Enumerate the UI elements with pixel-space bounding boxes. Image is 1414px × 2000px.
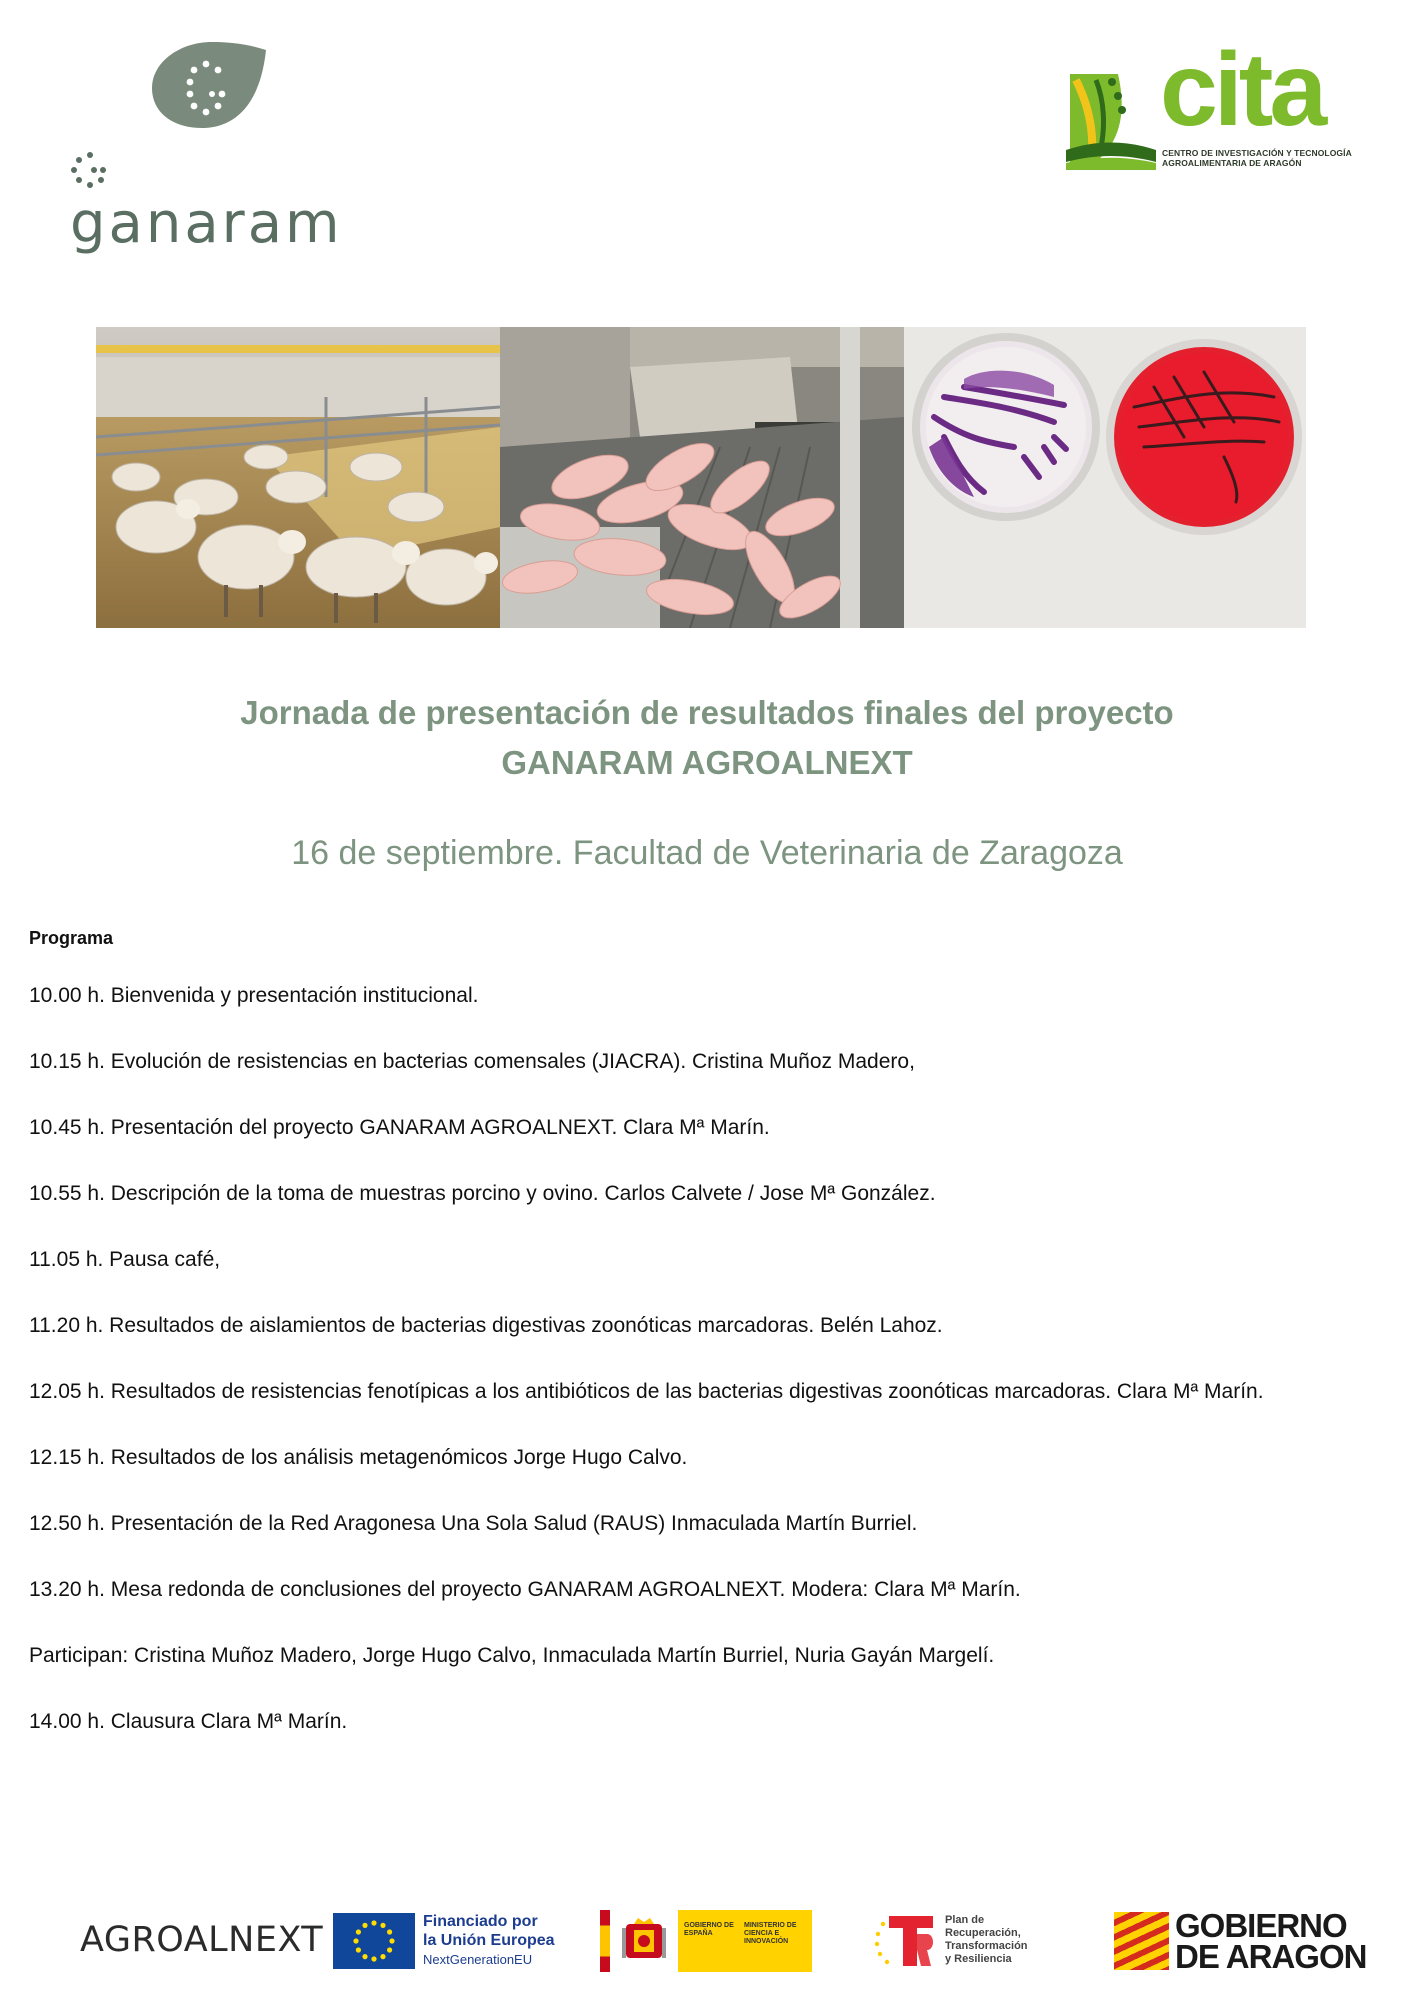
agenda-item: 10.45 h. Presentación del proyecto GANARAM AGROALNEXT. Clara Mª Marín. — [29, 1116, 770, 1139]
agenda-item: Participan: Cristina Muñoz Madero, Jorge Hugo Calvo, Inmaculada Martín Burriel, Nuria Gayán Margelí. — [29, 1644, 995, 1667]
agroalnext-logo: AGROALNEXT — [80, 1920, 324, 1960]
piglets-illustration — [500, 327, 904, 628]
spain-ministry-text — [678, 1910, 812, 1972]
prtr-line2: Recuperación, — [945, 1927, 1021, 1939]
eu-line2: la Unión Europea — [423, 1932, 555, 1949]
aragon-flag-icon — [1114, 1912, 1169, 1970]
eu-line1: Financiado por — [423, 1913, 538, 1930]
prtr-line3: Transformación — [945, 1940, 1028, 1952]
event-date-venue: 16 de septiembre. Facultad de Veterinaria de Zaragoza — [291, 834, 1123, 872]
petri-dishes-illustration — [904, 327, 1306, 628]
agenda-item: 10.00 h. Bienvenida y presentación institucional. — [29, 984, 479, 1007]
agenda-list — [29, 980, 1374, 1772]
spain-gov-text: GOBIERNO DE ESPAÑA — [684, 1922, 734, 1937]
spain-ministry-label: MINISTERIO DE CIENCIA E INNOVACIÓN — [744, 1922, 797, 1945]
ganaram-logo-text: ganaram — [70, 191, 343, 256]
eu-line3: NextGenerationEU — [423, 1952, 533, 1967]
recovery-plan-icon — [873, 1910, 937, 1970]
spain-ministry-logo — [600, 1910, 812, 1972]
event-title: Jornada de presentación de resultados finales del proyecto — [240, 694, 1174, 731]
recovery-plan-logo — [873, 1910, 1028, 1970]
aragon-text — [1175, 1907, 1367, 1975]
prtr-line4: y Resiliencia — [945, 1953, 1012, 1965]
agenda-item: 11.20 h. Resultados de aislamientos de bacterias digestivas zoonóticas marcadoras. Belén Lahoz. — [29, 1314, 943, 1337]
agenda-item: 10.55 h. Descripción de la toma de muestras porcino y ovino. Carlos Calvete / Jose Mª González. — [29, 1182, 936, 1205]
footer-logos — [0, 1900, 1414, 1990]
spain-coat-of-arms-icon — [610, 1910, 678, 1972]
prtr-line1: Plan de — [945, 1914, 985, 1926]
agenda-item: 10.15 h. Evolución de resistencias en bacterias comensales (JIACRA). Cristina Muñoz Madero, — [29, 1050, 915, 1073]
agenda-item: 12.50 h. Presentación de la Red Aragonesa Una Sola Salud (RAUS) Inmaculada Martín Burriel. — [29, 1512, 918, 1535]
cita-subtitle — [1162, 148, 1352, 168]
gobierno-aragon-logo — [1114, 1907, 1367, 1975]
cita-logo-text: cita — [1160, 32, 1324, 148]
sheep-pen-photo — [96, 327, 500, 628]
agenda-item: 11.05 h. Pausa café, — [29, 1248, 221, 1271]
cita-leaf-icon — [1066, 70, 1156, 170]
project-name: GANARAM AGROALNEXT — [501, 744, 913, 781]
eu-funding-logo — [333, 1912, 555, 1969]
eu-flag-icon — [333, 1913, 415, 1969]
title-block — [0, 688, 1414, 878]
cita-subtitle-line2: AGROALIMENTARIA DE ARAGÓN — [1162, 158, 1302, 168]
ganaram-wordmark — [70, 140, 370, 256]
spain-flag-icon — [600, 1910, 610, 1972]
ganaram-dots-icon — [70, 150, 110, 190]
cita-logo — [1066, 32, 1356, 180]
agenda-item: 13.20 h. Mesa redonda de conclusiones del proyecto GANARAM AGROALNEXT. Modera: Clara Mª Marín. — [29, 1578, 1021, 1601]
ganaram-leaf-icon — [150, 40, 268, 130]
agenda-item: 14.00 h. Clausura Clara Mª Marín. — [29, 1710, 348, 1733]
piglets-pen-photo — [500, 327, 904, 628]
ganaram-logo — [70, 40, 370, 256]
eu-funding-text — [423, 1912, 555, 1969]
banner-photos — [96, 327, 1306, 628]
petri-dishes-photo — [904, 327, 1306, 628]
program-heading: Programa — [29, 928, 114, 948]
aragon-line2: DE ARAGON — [1175, 1938, 1367, 1975]
cita-subtitle-line1: CENTRO DE INVESTIGACIÓN Y TECNOLOGÍA — [1162, 148, 1352, 158]
aragon-line1: GOBIERNO — [1175, 1907, 1347, 1944]
recovery-plan-text — [945, 1914, 1028, 1966]
sheep-pen-illustration — [96, 327, 500, 628]
agenda-item: 12.05 h. Resultados de resistencias fenotípicas a los antibióticos de las bacterias digestivas zoonóticas marcadoras. Clara Mª Marín. — [29, 1380, 1264, 1403]
agenda-item: 12.15 h. Resultados de los análisis metagenómicos Jorge Hugo Calvo. — [29, 1446, 688, 1469]
